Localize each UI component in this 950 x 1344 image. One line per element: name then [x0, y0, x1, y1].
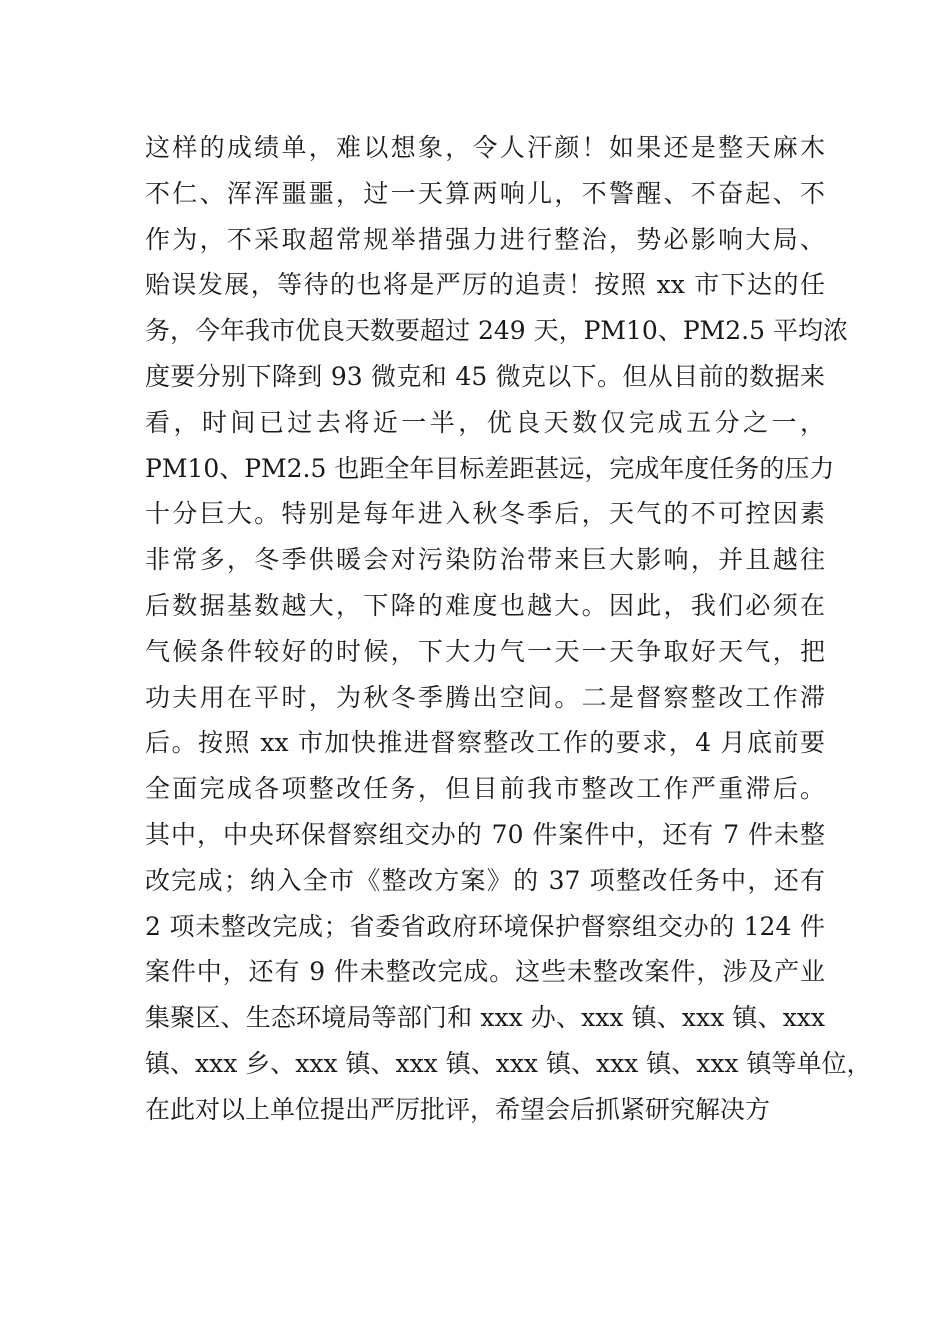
- text-line-5: 务，今年我市优良天数要超过 249 天，PM10、PM2.5 平均浓: [145, 316, 848, 346]
- text-line-12: 气候条件较好的时候，下大力气一天一天争取好天气，把: [145, 636, 825, 666]
- text-line-18: 2 项未整改完成；省委省政府环境保护督察组交办的 124 件: [145, 911, 825, 941]
- text-line-4: 贻误发展，等待的也将是严厉的追责！按照 xx 市下达的任: [145, 270, 825, 300]
- text-line-15: 全面完成各项整改任务，但目前我市整改工作严重滞后。: [145, 774, 825, 804]
- text-line-2: 不仁、浑浑噩噩，过一天算两响儿，不警醒、不奋起、不: [145, 178, 825, 208]
- text-line-8: PM10、PM2.5 也距全年目标差距甚远，完成年度任务的压力: [145, 453, 835, 483]
- text-line-17: 改完成；纳入全市《整改方案》的 37 项整改任务中，还有: [145, 865, 825, 895]
- text-line-9: 十分巨大。特别是每年进入秋冬季后，天气的不可控因素: [145, 499, 825, 529]
- text-line-14: 后。按照 xx 市加快推进督察整改工作的要求，4 月底前要: [145, 728, 825, 758]
- text-line-1: 这样的成绩单，难以想象，令人汗颜！如果还是整天麻木: [145, 133, 825, 162]
- text-line-7: 看，时间已过去将近一半，优良天数仅完成五分之一，: [145, 407, 825, 437]
- body-text: [145, 125, 872, 1133]
- text-line-6: 度要分别下降到 93 微克和 45 微克以下。但从目前的数据来: [145, 361, 825, 391]
- text-line-16: 其中，中央环保督察组交办的 70 件案件中，还有 7 件未整: [145, 819, 825, 849]
- text-line-19: 案件中，还有 9 件未整改完成。这些未整改案件，涉及产业: [145, 957, 825, 987]
- text-line-20: 集聚区、生态环境局等部门和 xxx 办、xxx 镇、xxx 镇、xxx: [145, 1003, 825, 1033]
- text-line-13: 功夫用在平时，为秋冬季腾出空间。二是督察整改工作滞: [145, 682, 825, 712]
- text-line-10: 非常多，冬季供暖会对污染防治带来巨大影响，并且越往: [145, 545, 825, 575]
- text-line-11: 后数据基数越大，下降的难度也越大。因此，我们必须在: [145, 590, 825, 620]
- text-line-22: 在此对以上单位提出严厉批评，希望会后抓紧研究解决方: [145, 1094, 771, 1124]
- text-line-21: 镇、xxx 乡、xxx 镇、xxx 镇、xxx 镇、xxx 镇、xxx 镇等单位，: [145, 1048, 872, 1078]
- text-line-3: 作为，不采取超常规举措强力进行整治，势必影响大局、: [145, 224, 825, 254]
